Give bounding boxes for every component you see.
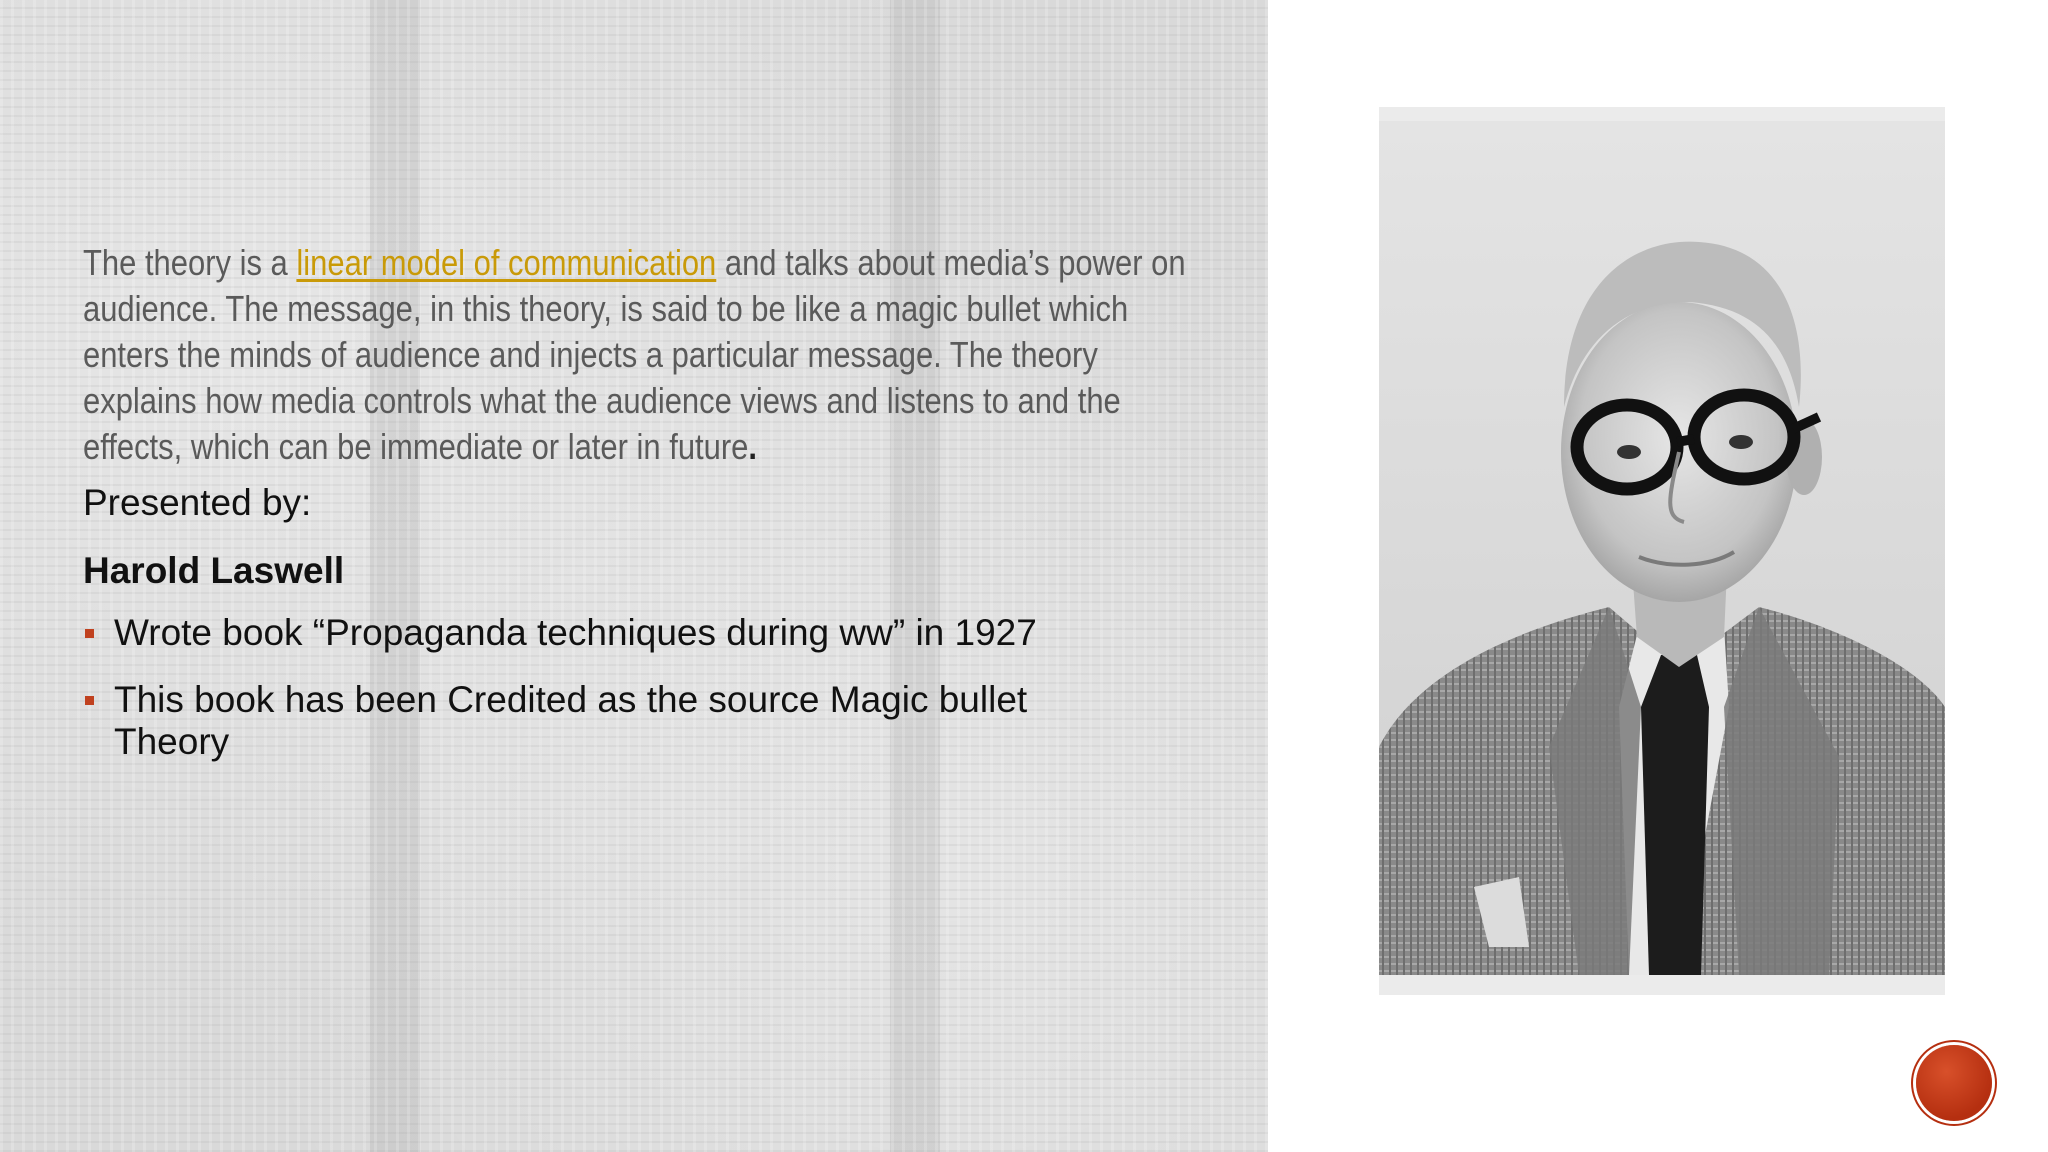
slide-content xyxy=(83,240,1193,788)
presented-by-label: Presented by: xyxy=(83,482,312,523)
square-bullet-icon xyxy=(85,629,94,638)
bullet-list xyxy=(83,612,1193,763)
red-circle-button[interactable] xyxy=(1916,1045,1992,1121)
intro-text-rest: and talks about media’s power on audience. The message, in this theory, is said to be like a magic bullet which enters the minds of audience and injects a particular message. The theory explains how media controls what the audience views and listens to and the effects, which can be immediate or later in future xyxy=(83,242,1186,467)
intro-period: . xyxy=(748,426,758,467)
linear-model-link[interactable]: linear model of communication xyxy=(296,242,717,283)
bullet-text: Wrote book “Propaganda techniques during ww” in 1927 xyxy=(114,612,1037,653)
portrait-illustration xyxy=(1379,107,1945,995)
intro-paragraph xyxy=(83,240,1197,470)
portrait-photo xyxy=(1379,107,1945,995)
bullet-text: This book has been Credited as the source Magic bullet Theory xyxy=(114,679,1028,762)
bullet-item xyxy=(83,679,1124,763)
author-name: Harold Laswell xyxy=(83,550,345,591)
square-bullet-icon xyxy=(85,696,94,705)
bullet-item xyxy=(83,612,1124,654)
intro-text-start: The theory is a xyxy=(83,242,297,283)
